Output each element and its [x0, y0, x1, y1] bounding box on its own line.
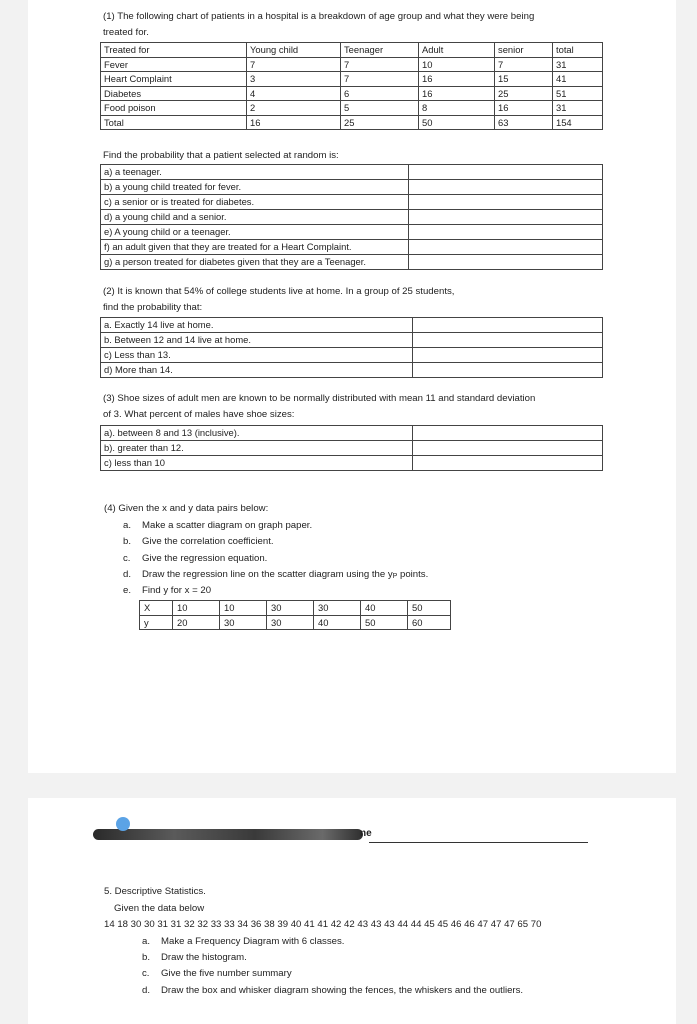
list-marker: e.: [123, 585, 132, 596]
q1-prompt: Find the probability that a patient selected at random is:: [103, 150, 339, 161]
table-cell: 4: [247, 86, 341, 101]
table-cell: Fever: [101, 57, 247, 72]
table-row: [101, 72, 603, 87]
table-cell: 7: [247, 57, 341, 72]
list-item: [142, 569, 428, 580]
table-row: [101, 225, 603, 240]
q1-question: b) a young child treated for fever.: [101, 180, 409, 195]
document-page-1: [28, 0, 676, 773]
table-cell: Heart Complaint: [101, 72, 247, 87]
blue-marker: [116, 817, 130, 831]
q1-question: f) an adult given that they are treated for a Heart Complaint.: [101, 240, 409, 255]
table-row: [101, 363, 603, 378]
xy-cell: 60: [408, 615, 451, 630]
answer-cell: [409, 195, 603, 210]
answer-cell: [409, 255, 603, 270]
q3-line2: of 3. What percent of males have shoe sizes:: [103, 409, 295, 420]
list-marker: a.: [123, 520, 132, 531]
q5-title: 5. Descriptive Statistics.: [104, 886, 206, 897]
table-cell: 31: [553, 101, 603, 116]
answer-cell: [413, 441, 603, 456]
table-cell: Food poison: [101, 101, 247, 116]
q2-question: c) Less than 13.: [101, 348, 413, 363]
q3-question: c) less than 10: [101, 456, 413, 471]
text-part: Draw the regression line on the scatter diagram using the y: [142, 569, 393, 580]
text-part: points.: [397, 569, 429, 580]
xy-cell: 10: [173, 601, 220, 616]
table-row: [140, 601, 451, 616]
answer-cell: [409, 180, 603, 195]
table-cell: 16: [247, 115, 341, 130]
answer-cell: [413, 333, 603, 348]
list-marker: c.: [123, 553, 131, 564]
column-header: total: [553, 43, 603, 58]
xy-data-table: [139, 600, 451, 630]
column-header: Treated for: [101, 43, 247, 58]
table-cell: 7: [341, 72, 419, 87]
redacted-name: [93, 829, 363, 840]
xy-cell: 40: [314, 615, 361, 630]
q4-intro: (4) Given the x and y data pairs below:: [104, 503, 269, 514]
answer-cell: [409, 240, 603, 255]
xy-cell: X: [140, 601, 173, 616]
table-cell: 5: [341, 101, 419, 116]
table-cell: 6: [341, 86, 419, 101]
table-row: [101, 255, 603, 270]
table-row: [101, 318, 603, 333]
table-cell: 7: [341, 57, 419, 72]
list-marker: c.: [142, 968, 150, 979]
q1-question: e) A young child or a teenager.: [101, 225, 409, 240]
table-row: [101, 165, 603, 180]
xy-cell: 50: [408, 601, 451, 616]
list-marker: d.: [142, 985, 151, 996]
q1-answer-table: [100, 164, 603, 270]
q2-question: a. Exactly 14 live at home.: [101, 318, 413, 333]
table-cell: 63: [495, 115, 553, 130]
table-cell: 3: [247, 72, 341, 87]
xy-cell: 30: [220, 615, 267, 630]
list-marker: a.: [142, 936, 151, 947]
table-row: [101, 101, 603, 116]
q2-question: d) More than 14.: [101, 363, 413, 378]
xy-cell: 30: [267, 615, 314, 630]
table-row: [140, 615, 451, 630]
q2-question: b. Between 12 and 14 live at home.: [101, 333, 413, 348]
column-header: Teenager: [341, 43, 419, 58]
table-cell: 16: [495, 101, 553, 116]
list-item: Give the regression equation.: [142, 553, 268, 564]
table-row: [101, 456, 603, 471]
answer-cell: [413, 426, 603, 441]
q3-answer-table: [100, 425, 603, 471]
q2-line2: find the probability that:: [103, 302, 203, 313]
table-cell: 41: [553, 72, 603, 87]
xy-cell: 10: [220, 601, 267, 616]
answer-cell: [409, 210, 603, 225]
q3-question: b). greater than 12.: [101, 441, 413, 456]
q1-question: a) a teenager.: [101, 165, 409, 180]
document-page-2: [28, 798, 676, 1024]
answer-cell: [409, 225, 603, 240]
list-item: Find y for x = 20: [142, 585, 212, 596]
q1-intro-line2: treated for.: [103, 27, 149, 38]
table-row: [101, 333, 603, 348]
table-cell: 31: [553, 57, 603, 72]
list-item: Make a scatter diagram on graph paper.: [142, 520, 313, 531]
list-marker: b.: [123, 536, 132, 547]
table-cell: 25: [495, 86, 553, 101]
table-cell: 16: [419, 86, 495, 101]
table-row: [101, 441, 603, 456]
list-marker: d.: [123, 569, 132, 580]
column-header: senior: [495, 43, 553, 58]
list-item: Draw the histogram.: [161, 952, 247, 963]
table-cell: 16: [419, 72, 495, 87]
table-row: [101, 195, 603, 210]
table-cell: 2: [247, 101, 341, 116]
table-row: [101, 86, 603, 101]
table-cell: 8: [419, 101, 495, 116]
table-cell: Total: [101, 115, 247, 130]
table-cell: 7: [495, 57, 553, 72]
list-item: Give the correlation coefficient.: [142, 536, 274, 547]
table-cell: Diabetes: [101, 86, 247, 101]
q1-question: g) a person treated for diabetes given that they are a Teenager.: [101, 255, 409, 270]
patients-table: [100, 42, 603, 130]
table-cell: 15: [495, 72, 553, 87]
answer-cell: [413, 318, 603, 333]
xy-cell: 20: [173, 615, 220, 630]
table-row: [101, 115, 603, 130]
answer-cell: [409, 165, 603, 180]
column-header: Adult: [419, 43, 495, 58]
q2-answer-table: [100, 317, 603, 378]
name-underline: [369, 842, 588, 843]
list-item: Draw the box and whisker diagram showing the fences, the whiskers and the outliers.: [161, 985, 524, 996]
table-row: [101, 57, 603, 72]
xy-cell: y: [140, 615, 173, 630]
q2-line1: (2) It is known that 54% of college students live at home. In a group of 25 students,: [103, 286, 455, 297]
table-row: [101, 210, 603, 225]
table-cell: 25: [341, 115, 419, 130]
q1-intro-line1: (1) The following chart of patients in a hospital is a breakdown of age group and what they were being: [103, 11, 535, 22]
column-header: Young child: [247, 43, 341, 58]
q1-question: c) a senior or is treated for diabetes.: [101, 195, 409, 210]
xy-cell: 50: [361, 615, 408, 630]
q5-data: 14 18 30 30 31 31 32 32 33 33 34 36 38 39 40 41 41 42 42 43 43 43 44 44 45 45 46 46 47 47 47 65 70: [104, 919, 542, 930]
name-label-fragment: ne: [360, 828, 372, 839]
answer-cell: [413, 363, 603, 378]
table-row: [101, 180, 603, 195]
q3-question: a). between 8 and 13 (inclusive).: [101, 426, 413, 441]
answer-cell: [413, 348, 603, 363]
list-item: Give the five number summary: [161, 968, 292, 979]
xy-cell: 30: [314, 601, 361, 616]
table-row: [101, 348, 603, 363]
table-header-row: [101, 43, 603, 58]
table-cell: 154: [553, 115, 603, 130]
xy-cell: 40: [361, 601, 408, 616]
answer-cell: [413, 456, 603, 471]
list-item: Make a Frequency Diagram with 6 classes.: [161, 936, 345, 947]
table-cell: 51: [553, 86, 603, 101]
subscript: P: [392, 573, 398, 580]
table-row: [101, 426, 603, 441]
table-row: [101, 240, 603, 255]
q3-line1: (3) Shoe sizes of adult men are known to be normally distributed with mean 11 and standard deviation: [103, 393, 536, 404]
q5-given: Given the data below: [114, 903, 205, 914]
xy-cell: 30: [267, 601, 314, 616]
table-cell: 50: [419, 115, 495, 130]
q1-question: d) a young child and a senior.: [101, 210, 409, 225]
list-marker: b.: [142, 952, 151, 963]
table-cell: 10: [419, 57, 495, 72]
